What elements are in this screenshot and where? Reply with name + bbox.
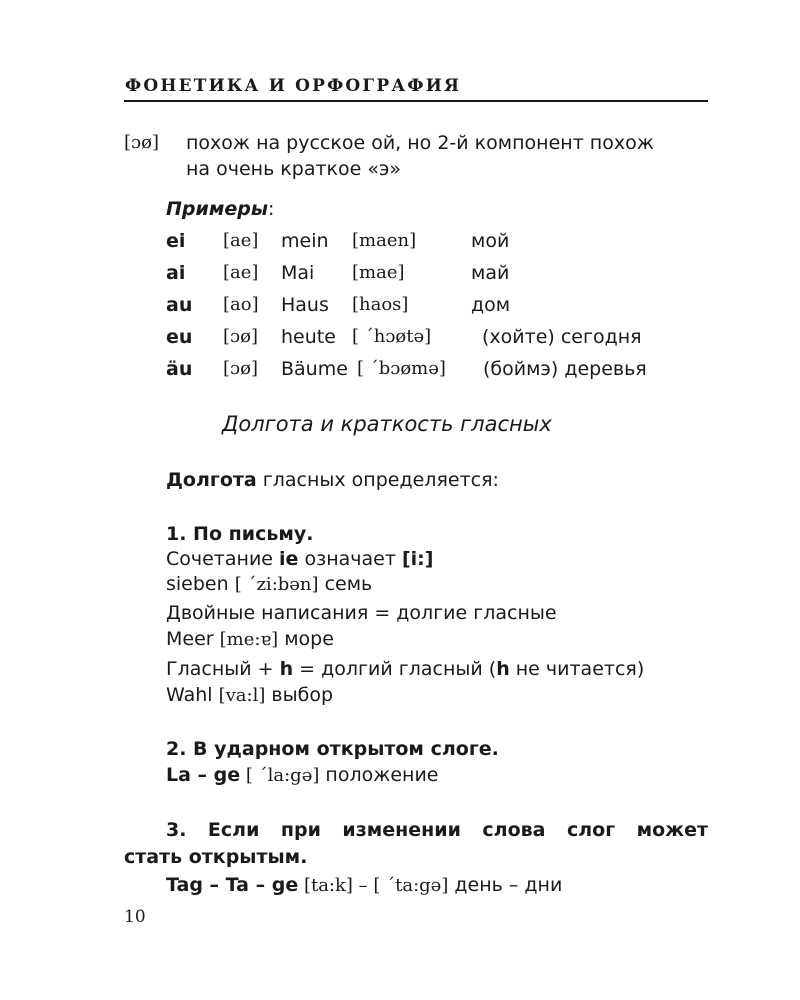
rule-1-l5-e: не читается) [509, 658, 645, 680]
rule-3-ex-word: Tag – Ta – ge [166, 874, 299, 896]
rule-1-l1-d: [i [401, 548, 418, 570]
page-number: 10 [124, 907, 146, 927]
rule-1-l4-word: Meer [166, 628, 220, 650]
example-meaning: дом [471, 294, 511, 316]
running-header: ФОНЕТИКА И ОРФОГРАФИЯ [125, 76, 462, 96]
rule-1-l2-word: sieben [166, 573, 235, 595]
rule-2-ex-ipa: [ ´la:gə] [240, 765, 320, 786]
example-ipa: [ɔø] [223, 326, 258, 347]
example-letters: au [166, 294, 193, 316]
example-transcription: [ ´hɔøtə] [352, 326, 432, 347]
example-transcription: [haos] [352, 294, 409, 315]
example-word: Mai [281, 262, 315, 284]
rule-1-title: 1. По письму. [166, 523, 314, 545]
rule-1-l1-c: означает [298, 548, 402, 570]
example-meaning: май [471, 262, 510, 284]
examples-colon: : [268, 198, 275, 220]
rule-1-line-1 [166, 547, 433, 571]
example-meaning: мой [471, 230, 510, 252]
rule-2-ex-word: La – ge [166, 764, 241, 786]
example-letters: ai [166, 262, 186, 284]
rule-2-title: 2. В ударном открытом слоге. [166, 738, 499, 760]
example-letters: eu [166, 326, 193, 348]
header-rule [124, 100, 708, 102]
rule-1-l2-meaning: семь [318, 573, 373, 595]
example-meaning: (боймэ) деревья [483, 358, 647, 380]
examples-heading [166, 197, 274, 221]
rule-3-title-line-2: стать открытым. [124, 846, 308, 868]
rule-2-ex-meaning: положение [319, 764, 439, 786]
rule-1-l5-d: h [496, 658, 510, 680]
rule-1-l1-b: ie [279, 548, 299, 570]
section-title: Долгота и краткость гласных [222, 412, 552, 436]
example-ipa: [ae] [223, 262, 259, 283]
rule-1-line-5 [166, 657, 644, 681]
rule-3-title-line-1: 3. Если при изменении слова слог может [166, 819, 708, 841]
rule-1-l6-word: Wahl [166, 684, 219, 706]
example-letters: ei [166, 230, 186, 252]
examples-label: Примеры [166, 198, 269, 220]
rule-3-ex-meaning: день – дни [448, 874, 563, 896]
example-letters: äu [166, 358, 193, 380]
rule-3-ex-ipa: [ta:k] – [ ´ta:gə] [298, 875, 449, 896]
length-intro-rest: гласных определяется: [256, 469, 499, 491]
rule-1-l2-ipa: [ ´zi:bən] [234, 574, 319, 595]
rule-1-l1-e: :] [417, 548, 434, 570]
length-intro [166, 468, 499, 492]
example-transcription: [ ´bɔømə] [357, 358, 446, 379]
example-word: mein [281, 230, 329, 252]
rule-1-line-2 [166, 572, 372, 597]
intro-ipa: [ɔø] [124, 132, 159, 153]
rule-1-l5-b: h [279, 658, 294, 680]
length-intro-bold: Долгота [166, 469, 257, 491]
example-ipa: [ɔø] [223, 358, 258, 379]
example-transcription: [maen] [352, 230, 417, 251]
example-meaning: (хойте) сегодня [482, 326, 642, 348]
rule-1-line-3: Двойные написания = долгие гласные [166, 602, 557, 624]
example-ipa: [ae] [223, 230, 259, 251]
example-word: Haus [281, 294, 329, 316]
intro-line-1: похож на русское ой, но 2-й компонент похож [186, 132, 654, 154]
rule-1-l5-a: Гласный + [166, 658, 280, 680]
rule-1-line-4 [166, 627, 334, 652]
example-transcription: [mae] [352, 262, 405, 283]
rule-1-l6-meaning: выбор [265, 684, 334, 706]
rule-1-l4-meaning: море [278, 628, 334, 650]
rule-1-l5-c: = долгий гласный ( [293, 658, 497, 680]
example-word: heute [281, 326, 336, 348]
rule-2-example [166, 763, 439, 788]
example-word: Bäume [281, 358, 348, 380]
intro-line-2: на очень краткое «э» [186, 158, 402, 180]
example-ipa: [ao] [223, 294, 259, 315]
rule-1-l6-ipa: [va:l] [218, 685, 266, 706]
rule-1-line-6 [166, 683, 333, 708]
rule-1-l1-a: Сочетание [166, 548, 280, 570]
rule-3-example [166, 873, 562, 898]
rule-1-l4-ipa: [me:ɐ] [219, 629, 279, 650]
